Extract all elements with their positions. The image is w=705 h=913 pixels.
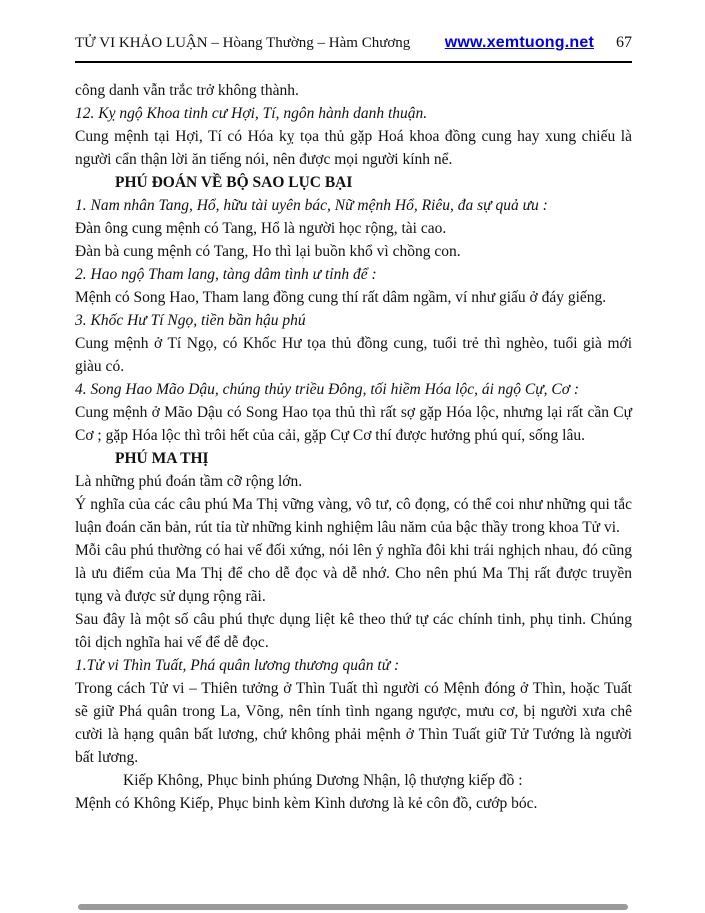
verse-line: 4. Song Hao Mão Dậu, chúng thủy triều Đông, tối hiềm Hóa lộc, ái ngộ Cự, Cơ : <box>75 381 580 398</box>
body-paragraph: Đàn ông cung mệnh có Tang, Hổ là người học rộng, tài cao. <box>75 220 447 237</box>
body-paragraph: Cung mệnh tại Hợi, Tí có Hóa kỵ tọa thủ gặp Hoá khoa đồng cung hay xung chiếu là người cẩn thận lời ăn tiếng nói, nên được mọi người kính nể. <box>75 128 632 168</box>
verse-line: 12. Kỵ ngộ Khoa tinh cư Hợi, Tí, ngôn hành danh thuận. <box>75 105 428 122</box>
verse-line: 1. Nam nhân Tang, Hổ, hữu tài uyên bác, Nữ mệnh Hổ, Riêu, đa sự quả ưu : <box>75 197 548 214</box>
verse-line: 2. Hao ngộ Tham lang, tàng dâm tình ư tỉnh để : <box>75 266 377 283</box>
header-divider <box>75 61 632 63</box>
page-header <box>75 34 632 52</box>
verse-line: 3. Khốc Hư Tí Ngọ, tiền bần hậu phú <box>75 312 306 329</box>
body-paragraph: Kiếp Không, Phục binh phúng Dương Nhận, lộ thượng kiếp đồ : <box>123 772 523 789</box>
body-paragraph: Trong cách Tử vi – Thiên tưởng ở Thìn Tuất thì người có Mệnh đóng ở Thìn, hoặc Tuất sẽ giữ Phá quân trong La, Võng, nên tính tình ngang ngược, mưu cơ, bị người xưa chê cười là hạng quân bất lương, chứ không phải mệnh ở Thìn Tuất giữ Tử Tướng là người bất lương. <box>75 680 632 766</box>
website-link[interactable]: www.xemtuong.net <box>444 34 594 51</box>
section-heading-ma-thi: PHÚ MA THỊ <box>115 450 209 467</box>
body-paragraph: Cung mệnh ở Tí Ngọ, có Khốc Hư tọa thủ đồng cung, tuổi trẻ thì nghèo, tuổi già mới giàu có. <box>75 335 632 375</box>
body-paragraph: công danh vẫn trắc trở không thành. <box>75 82 299 99</box>
verse-line: 1.Tử vi Thìn Tuất, Phá quân lương thương quân tử : <box>75 657 400 674</box>
body-paragraph: Ý nghĩa của các câu phú Ma Thị vững vàng, vô tư, cô đọng, có thể coi như những qui tắc luận đoán căn bản, rút tỉa từ những kinh nghiệm lâu năm của bậc thầy trong khoa Tử vi. <box>75 496 632 536</box>
body-paragraph: Mệnh có Không Kiếp, Phục binh kèm Kình dương là kẻ côn đồ, cướp bóc. <box>75 795 538 812</box>
header-right-group <box>445 34 632 52</box>
horizontal-scrollbar[interactable] <box>78 904 628 910</box>
body-paragraph: Mỗi câu phú thường có hai vế đối xứng, nói lên ý nghĩa đôi khi trái nghịch nhau, đó cũng là ưu điểm của Ma Thị để cho dễ đọc và dễ nhớ. Cho nên phú Ma Thị rất được truyền tụng và được sử dụng rộng rãi. <box>75 542 632 605</box>
body-paragraph: Sau đây là một số câu phú thực dụng liệt kê theo thứ tự các chính tinh, phụ tinh. Chúng tôi dịch nghĩa hai vế để dễ đọc. <box>75 611 632 651</box>
section-heading-luc-bai: PHÚ ĐOÁN VỀ BỘ SAO LỤC BẠI <box>115 174 353 191</box>
body-paragraph: Cung mệnh ở Mão Dậu có Song Hao tọa thủ thì rất sợ gặp Hóa lộc, nhưng lại rất cần Cự Cơ ; gặp Hóa lộc thì trôi hết của cải, gặp Cự Cơ thí được hưởng phú quí, sống lâu. <box>75 404 632 444</box>
page-number: 67 <box>616 34 632 51</box>
book-title: TỬ VI KHẢO LUẬN – Hòang Thường – Hàm Chương <box>75 35 411 51</box>
body-paragraph: Là những phú đoán tầm cỡ rộng lớn. <box>75 473 303 490</box>
page-body <box>75 79 632 815</box>
body-paragraph: Đàn bà cung mệnh có Tang, Ho thì lại buồn khổ vì chồng con. <box>75 243 461 260</box>
body-paragraph: Mệnh có Song Hao, Tham lang đồng cung thí rất dâm ngầm, ví như giấu ở đáy giếng. <box>75 289 607 306</box>
